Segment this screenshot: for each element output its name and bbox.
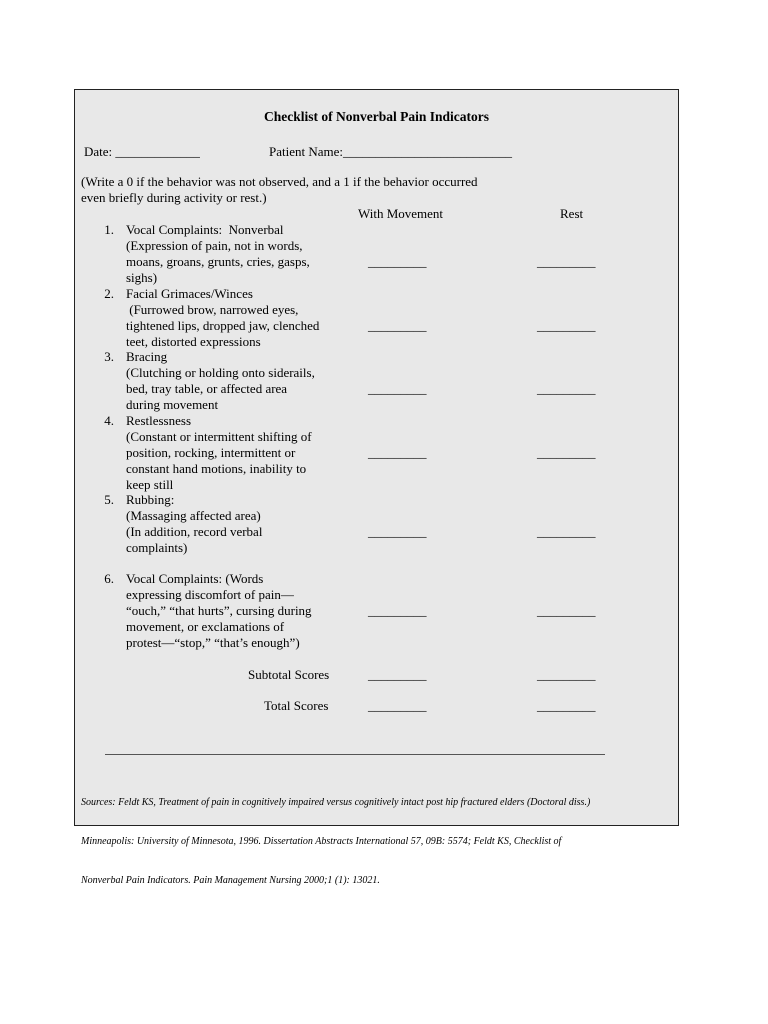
- rest-score-blank[interactable]: _________: [537, 318, 596, 333]
- item-number: 5.: [104, 492, 114, 507]
- rest-score-blank[interactable]: _________: [537, 524, 596, 539]
- item-line: bed, tray table, or affected area: [126, 381, 288, 396]
- item-line: Vocal Complaints: Nonverbal: [126, 222, 284, 237]
- sources-line: Nonverbal Pain Indicators. Pain Management Nursing 2000;1 (1): 13021.: [81, 875, 380, 886]
- sources-line: Minneapolis: University of Minnesota, 1996. Dissertation Abstracts International 57, 09B: 5574; Feldt KS, Checklist of: [81, 836, 562, 847]
- item-line: “ouch,” “that hurts”, cursing during: [126, 603, 312, 618]
- item-line: Bracing: [126, 349, 168, 364]
- date-field[interactable]: Date: _____________: [84, 144, 200, 159]
- item-line: Vocal Complaints: (Words: [126, 571, 264, 586]
- item-line: constant hand motions, inability to: [126, 461, 307, 476]
- item-line: sighs): [126, 270, 158, 285]
- rest-score-blank[interactable]: _________: [537, 603, 596, 618]
- column-header-movement: With Movement: [358, 206, 444, 221]
- item-line: Rubbing:: [126, 492, 175, 507]
- column-header-rest: Rest: [560, 206, 584, 221]
- rest-score-blank[interactable]: _________: [537, 254, 596, 269]
- item-line: (Furrowed brow, narrowed eyes,: [126, 302, 299, 317]
- instructions-line-2: even briefly during activity or rest.): [81, 190, 267, 205]
- patient-name-field[interactable]: Patient Name:__________________________: [269, 144, 513, 159]
- item-number: 4.: [104, 413, 114, 428]
- item-line: (Expression of pain, not in words,: [126, 238, 303, 253]
- movement-score-blank[interactable]: _________: [368, 318, 427, 333]
- movement-score-blank[interactable]: _________: [368, 445, 427, 460]
- rest-score-blank[interactable]: _________: [537, 445, 596, 460]
- total-label: Total Scores: [264, 698, 329, 713]
- item-line: teet, distorted expressions: [126, 334, 261, 349]
- form-title: Checklist of Nonverbal Pain Indicators: [263, 109, 489, 124]
- item-number: 6.: [104, 571, 114, 586]
- item-line: position, rocking, intermittent or: [126, 445, 296, 460]
- checklist-form: [74, 89, 679, 886]
- item-line: tightened lips, dropped jaw, clenched: [126, 318, 320, 333]
- rest-subtotal-blank[interactable]: _________: [537, 667, 596, 682]
- item-line: (Massaging affected area): [126, 508, 261, 523]
- rest-score-blank[interactable]: _________: [537, 381, 596, 396]
- movement-score-blank[interactable]: _________: [368, 254, 427, 269]
- sources-citation: [81, 770, 590, 913]
- movement-score-blank[interactable]: _________: [368, 603, 427, 618]
- item-line: Restlessness: [126, 413, 191, 428]
- item-line: expressing discomfort of pain—: [126, 587, 294, 602]
- item-line: complaints): [126, 540, 188, 555]
- item-line: (In addition, record verbal: [126, 524, 263, 539]
- subtotal-label: Subtotal Scores: [248, 667, 330, 682]
- item-line: during movement: [126, 397, 219, 412]
- item-line: movement, or exclamations of: [126, 619, 285, 634]
- item-line: (Constant or intermittent shifting of: [126, 429, 312, 444]
- instructions-line-1: (Write a 0 if the behavior was not observed, and a 1 if the behavior occurred: [81, 174, 478, 189]
- item-line: keep still: [126, 477, 174, 492]
- movement-score-blank[interactable]: _________: [368, 381, 427, 396]
- divider-line: [105, 754, 605, 755]
- item-number: 1.: [104, 222, 114, 237]
- item-number: 3.: [104, 349, 114, 364]
- item-line: moans, groans, grunts, cries, gasps,: [126, 254, 310, 269]
- item-line: Facial Grimaces/Winces: [126, 286, 253, 301]
- item-line: (Clutching or holding onto siderails,: [126, 365, 315, 380]
- movement-score-blank[interactable]: _________: [368, 524, 427, 539]
- movement-total-blank[interactable]: _________: [368, 698, 427, 713]
- item-number: 2.: [104, 286, 114, 301]
- item-line: protest—“stop,” “that’s enough”): [126, 635, 300, 650]
- sources-line: Sources: Feldt KS, Treatment of pain in cognitively impaired versus cognitively intact post hip fractured elders (Doctoral diss.): [81, 797, 591, 808]
- rest-total-blank[interactable]: _________: [537, 698, 596, 713]
- movement-subtotal-blank[interactable]: _________: [368, 667, 427, 682]
